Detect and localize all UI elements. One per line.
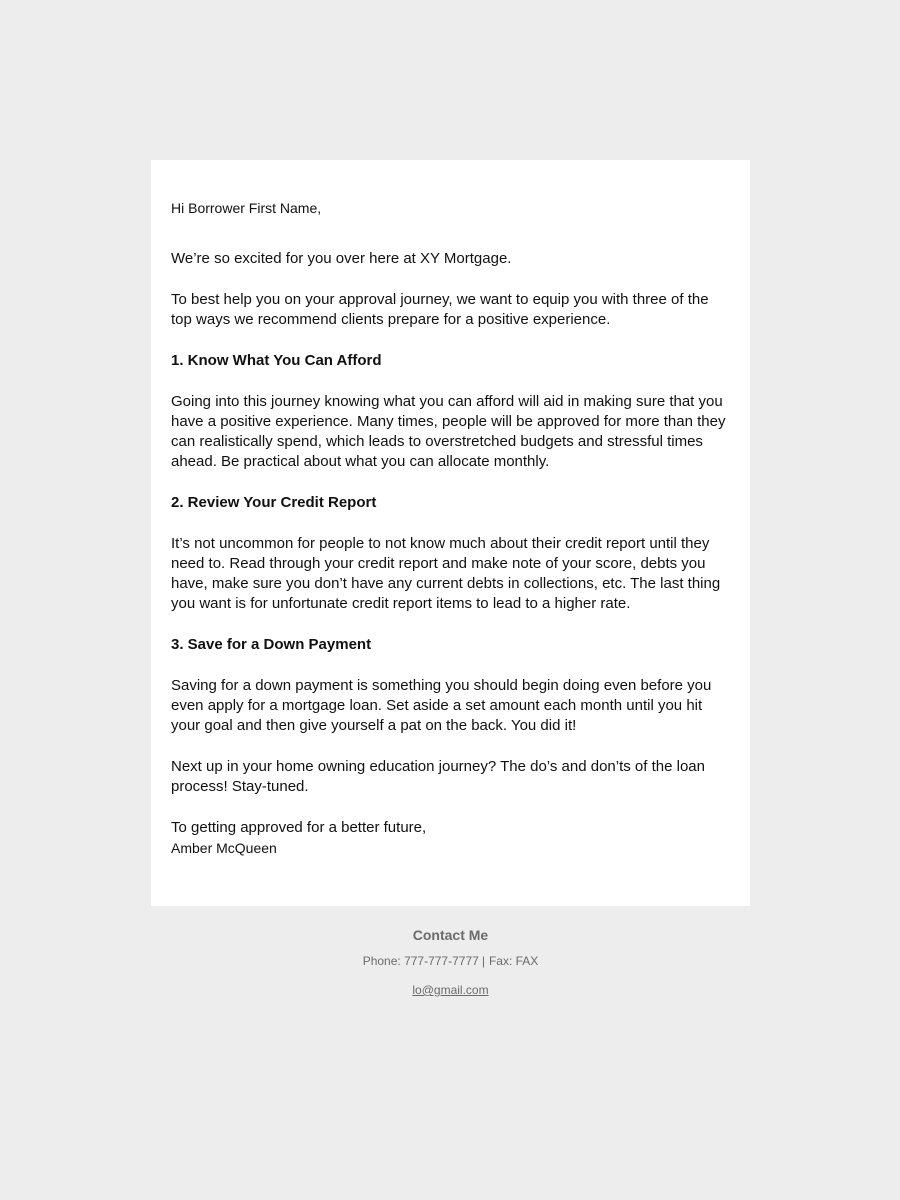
email-link[interactable]: lo@gmail.com — [412, 983, 489, 997]
greeting: Hi Borrower First Name, — [171, 200, 322, 216]
next-up-paragraph: Next up in your home owning education journey? The do’s and don’ts of the loan process! Stay-tuned. — [171, 758, 705, 795]
email-body — [171, 198, 730, 858]
section-heading-credit: 2. Review Your Credit Report — [171, 494, 377, 511]
closing-line: To getting approved for a better future, — [171, 819, 427, 836]
signature: Amber McQueen — [171, 840, 277, 856]
section-body-afford: Going into this journey knowing what you can afford will aid in making sure that you have a positive experience. Many times, people will be approved for more than they can realistically spend, which leads to overstretched budgets and stressful times ahead. Be practical about what you can allocate monthly. — [171, 393, 726, 470]
phone-number: Phone: 777-777-7777 — [362, 954, 479, 968]
fax-number: Fax: FAX — [488, 954, 539, 968]
section-heading-down-payment: 3. Save for a Down Payment — [171, 636, 372, 653]
section-body-credit: It’s not uncommon for people to not know much about their credit report until they need to. Read through your credit report and make note of your score, debts you have, make sure you don’t have any current debts in collections, etc. The last thing you want is for unfortunate credit report items to lead to a higher rate. — [171, 535, 721, 612]
intro-paragraph: We’re so excited for you over here at XY Mortgage. — [171, 250, 512, 267]
lead-paragraph: To best help you on your approval journey, we want to equip you with three of the top ways we recommend clients prepare for a positive experience. — [171, 291, 709, 328]
section-heading-afford: 1. Know What You Can Afford — [171, 352, 382, 369]
contact-separator: | — [481, 954, 485, 968]
contact-footer — [151, 925, 750, 999]
contact-title: Contact Me — [412, 927, 489, 943]
section-body-down-payment: Saving for a down payment is something you should begin doing even before you even apply for a mortgage loan. Set aside a set amount each month until you hit your goal and then give yourself a pat on the back. You did it! — [171, 677, 712, 734]
email-card — [151, 160, 750, 906]
contact-phone-fax — [151, 953, 750, 969]
